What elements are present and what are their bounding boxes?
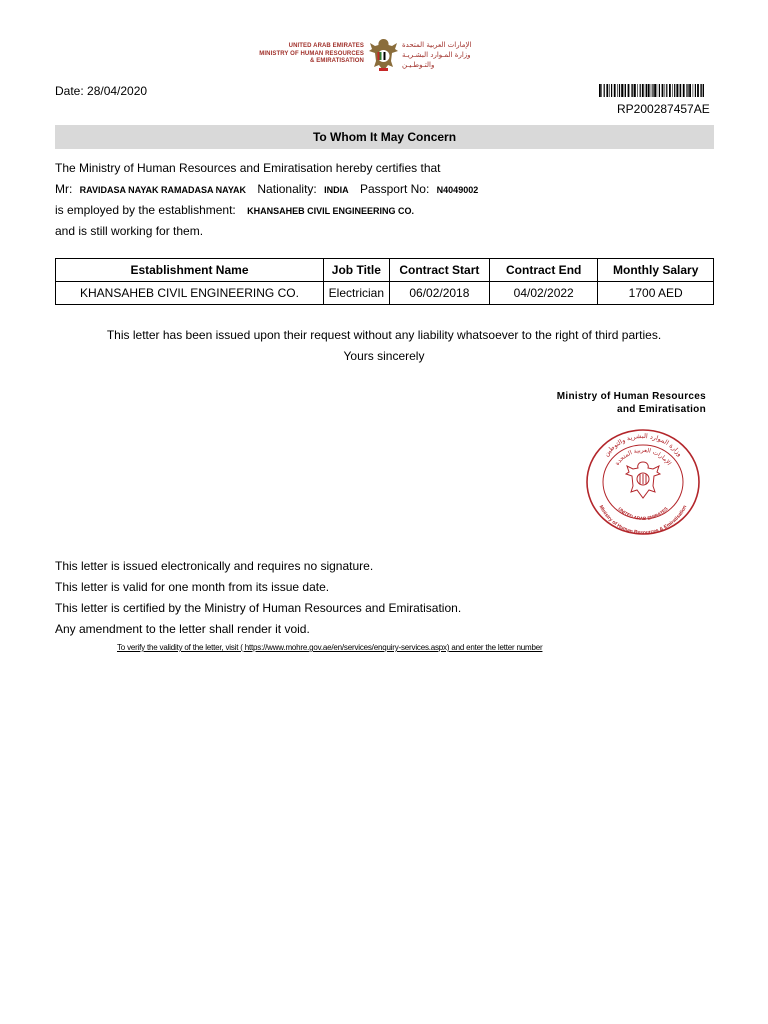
cell-contract-start: 06/02/2018 (389, 282, 489, 305)
stamp-outer-arabic: وزارة الموارد البشرية والتوطين (602, 431, 684, 459)
stamp-inner-arabic: الإمارات العربية المتحدة (613, 446, 673, 467)
employment-table (55, 258, 714, 305)
letter-title: To Whom It May Concern (55, 125, 714, 149)
passport-label: Passport No: (359, 182, 430, 196)
header-establishment-name: Establishment Name (56, 259, 324, 282)
footer-line-2: This letter is valid for one month from its issue date. (55, 580, 330, 594)
signatory-line2: and Emiratisation (616, 403, 706, 415)
issued-note: This letter has been issued upon their request without any liability whatsoever to the right of third parties. (106, 328, 662, 342)
cell-monthly-salary: 1700 AED (598, 282, 714, 305)
header-monthly-salary: Monthly Salary (598, 259, 714, 282)
letterhead-en-line2: MINISTRY OF HUMAN RESOURCES (259, 50, 364, 57)
footer-line-4: Any amendment to the letter shall render it void. (55, 622, 310, 636)
footer-line-3: This letter is certified by the Ministry of Human Resources and Emiratisation. (55, 601, 462, 615)
letter-date: Date: 28/04/2020 (55, 84, 148, 98)
uae-emblem-icon (367, 37, 400, 73)
letterhead-ar-line2: وزارة المـوارد البشـريـة (402, 51, 471, 59)
cell-contract-end: 04/02/2022 (489, 282, 597, 305)
still-working-text: and is still working for them. (55, 224, 204, 238)
letterhead-arabic (402, 40, 514, 70)
reference-number: RP200287457AE (617, 102, 710, 116)
stamp-outer-english: Ministry of Human Resources & Emiratisation (597, 504, 689, 536)
ministry-stamp-icon (585, 428, 701, 536)
footer-line-1: This letter is issued electronically and requires no signature. (55, 559, 374, 573)
signatory-block (500, 391, 706, 416)
verify-link[interactable]: To verify the validity of the letter, visit ( https://www.mohre.gov.ae/en/services/enquiry-services.aspx) and enter the letter number (117, 643, 543, 652)
letterhead-en-line1: UNITED ARAB EMIRATES (288, 43, 364, 49)
table-header-row (56, 259, 714, 282)
letterhead-english (218, 43, 364, 66)
employment-line (55, 203, 414, 217)
letterhead-en-line3: & EMIRATISATION (310, 58, 364, 64)
stamp-inner-english: UNITED ARAB EMIRATES (617, 506, 669, 522)
mr-label: Mr: (55, 182, 73, 196)
intro-text: The Ministry of Human Resources and Emiratisation hereby certifies that (55, 161, 441, 175)
person-line (55, 182, 478, 196)
header-contract-end: Contract End (489, 259, 597, 282)
letterhead-ar-line3: والتـوطـيـن (402, 61, 435, 69)
passport-value: N4049002 (436, 185, 479, 195)
nationality-label: Nationality: (257, 182, 317, 196)
header-job-title: Job Title (323, 259, 389, 282)
barcode-icon (599, 84, 704, 97)
svg-text:UNITED ARAB EMIRATES (617, 506, 669, 521)
establishment-value: KHANSAHEB CIVIL ENGINEERING CO. (247, 206, 414, 216)
nationality-value: INDIA (324, 185, 349, 195)
signatory-line1: Ministry of Human Resources (556, 391, 706, 402)
cell-job-title: Electrician (323, 282, 389, 305)
closing-text: Yours sincerely (343, 349, 425, 363)
cell-establishment-name: KHANSAHEB CIVIL ENGINEERING CO. (56, 282, 324, 305)
person-name: RAVIDASA NAYAK RAMADASA NAYAK (79, 185, 247, 195)
letterhead-ar-line1: الإمارات العربية المتحدة (402, 41, 472, 49)
table-row (56, 282, 714, 305)
header-contract-start: Contract Start (389, 259, 489, 282)
employed-label: is employed by the establishment: (55, 203, 236, 217)
